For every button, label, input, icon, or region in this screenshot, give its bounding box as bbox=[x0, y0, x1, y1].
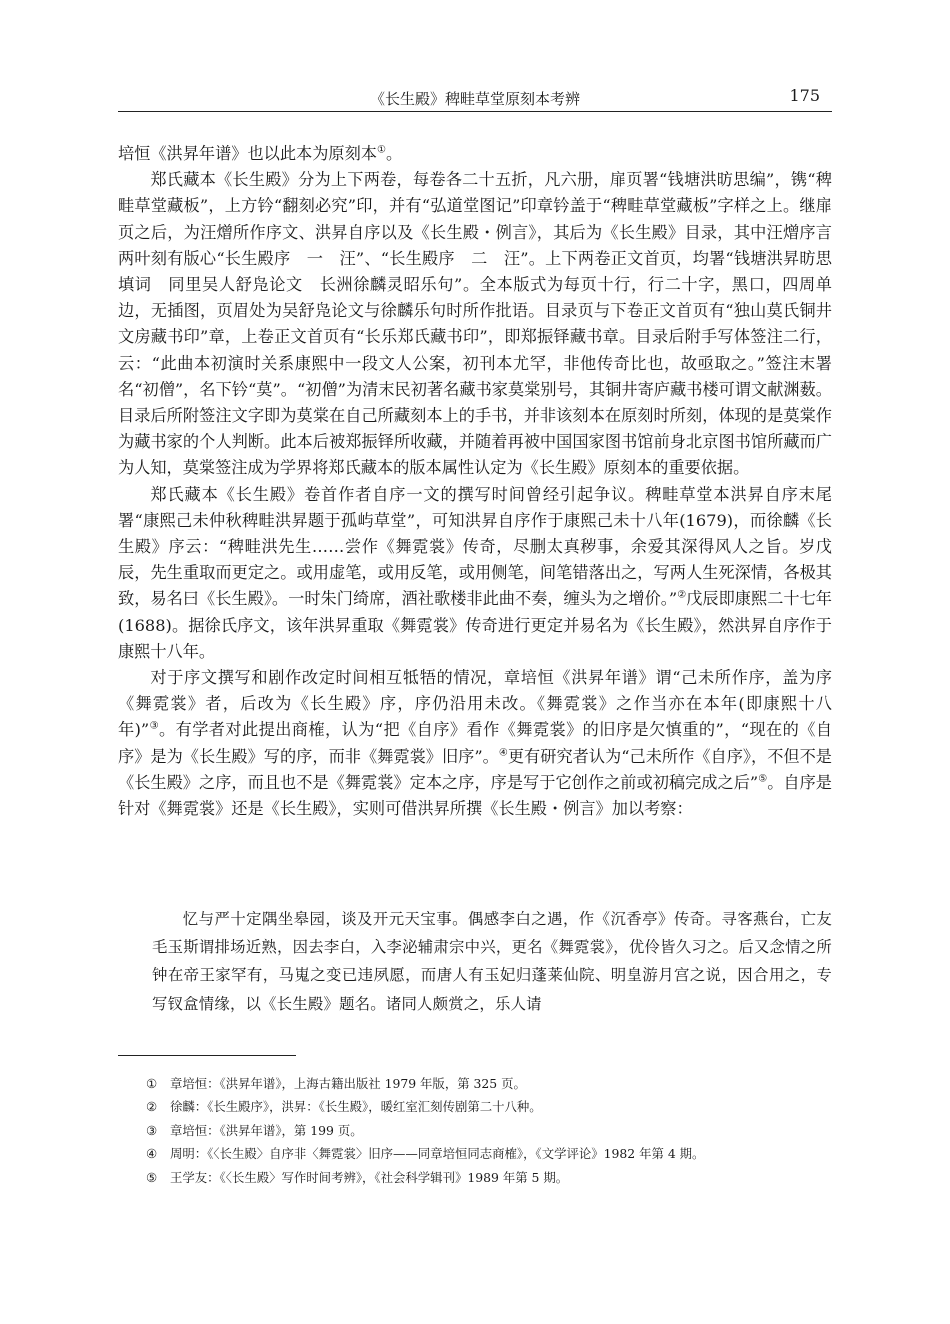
footnote-ref-3[interactable]: ③ bbox=[149, 721, 159, 733]
paragraph-continuation: 培恒《洪昇年谱》也以此本为原刻本①。 bbox=[118, 144, 403, 163]
footnote-marker: ② bbox=[146, 1099, 158, 1115]
footnotes bbox=[118, 1072, 832, 1189]
footnote-text: 王学友：《〈长生殿〉写作时间考辨》，《社会科学辑刊》1989 年第 5 期。 bbox=[170, 1169, 569, 1185]
footnote-ref-4[interactable]: ④ bbox=[498, 747, 508, 759]
footnote-ref-2[interactable]: ② bbox=[677, 590, 687, 602]
footnote bbox=[118, 1072, 832, 1095]
footnote-ref-5[interactable]: ⑤ bbox=[758, 773, 768, 785]
footnote-text: 徐麟：《长生殿序》，洪昇：《长生殿》，暖红室汇刻传剧第二十八种。 bbox=[170, 1099, 542, 1115]
block-quote: 忆与严十定隅坐皋园，谈及开元天宝事。偶感李白之遇，作《沉香亭》传奇。寻客燕台，亡友毛玉斯谓排场近熟，因去李白，入李泌辅肃宗中兴，更名《舞霓裳》，优伶皆久习之。后又念情之所钟在帝王家罕有，马嵬之变已违夙愿，而唐人有玉妃归蓬莱仙院、明皇游月宫之说，因合用之，专写钗盒情缘，以《长生殿》题名。诸同人颇赏之，乐人请 bbox=[152, 910, 832, 1013]
footnote bbox=[118, 1166, 832, 1189]
running-title: 《长生殿》稗畦草堂原刻本考辨 bbox=[370, 90, 581, 108]
footnote-text: 周明：《〈长生殿〉自序非〈舞霓裳〉旧序——同章培恒同志商榷》，《文学评论》1982 年第 4 期。 bbox=[170, 1146, 705, 1162]
footnote-ref-1[interactable]: ① bbox=[377, 144, 386, 156]
footnote-marker: ③ bbox=[146, 1122, 158, 1138]
footnote-rule bbox=[118, 1055, 296, 1056]
running-header bbox=[118, 84, 832, 112]
page-number: 175 bbox=[789, 86, 820, 105]
paragraph: 郑氏藏本《长生殿》分为上下两卷，每卷各二十五折，凡六册，扉页署“钱塘洪昉思编”，镌“稗畦草堂藏板”，上方钤“翻刻必究”印，并有“弘道堂图记”印章钤盖于“稗畦草堂藏板”字样之上。继扉页之后，为汪熷所作序文、洪昇自序以及《长生殿・例言》，其后为《长生殿》目录，其中汪熷序言两叶刻有版心“长生殿序 一 汪”、“长生殿序 二 汪”。上下两卷正文首页，均署“钱塘洪昇昉思填词 同里吴人舒凫论文 长洲徐麟灵昭乐句”。全本版式为每页十行，行二十字，黑口，四周单边，无插图，页眉处为吴舒凫论文与徐麟乐句时所作批语。目录页与下卷正文首页有“独山莫氏铜井文房藏书印”章，上卷正文首页有“长乐郑氏藏书印”，即郑振铎藏书章。目录后附手写体签注二行，云：“此曲本初演时关系康熙中一段文人公案，初刊本尤罕，非他传奇比也，故亟取之。”签注末署名“初僧”，名下钤“莫”。“初僧”为清末民初著名藏书家莫棠别号，其铜井寄庐藏书楼可谓文献渊薮。目录后所附签注文字即为莫棠在自己所藏刻本上的手书，并非该刻本在原刻时所刻，体现的是莫棠作为藏书家的个人判断。此本后被郑振铎所收藏，并随着再被中国国家图书馆前身北京图书馆所藏而广为人知，莫棠签注成为学界将郑氏藏本的版本属性认定为《长生殿》原刻本的重要依据。 bbox=[118, 170, 832, 478]
footnote-text: 章培恒：《洪昇年谱》，上海古籍出版社 1979 年版，第 325 页。 bbox=[170, 1076, 526, 1091]
footnote bbox=[118, 1119, 832, 1142]
paragraph: 郑氏藏本《长生殿》卷首作者自序一文的撰写时间曾经引起争议。稗畦草堂本洪昇自序末尾署“康熙己未仲秋稗畦洪昇题于孤屿草堂”，可知洪昇自序作于康熙己未十八年(1679)，而徐麟《长生殿》序云：“稗畦洪先生……尝作《舞霓裳》传奇，尽删太真秽事，余爱其深得风人之旨。岁戊辰，先生重取而更定之。或用虚笔，或用反笔，或用侧笔，间笔错落出之，写两人生死深情，各极其致，易名曰《长生殿》。一时朱门绮席，酒社歌楼非此曲不奏，缠头为之增价。”②戊辰即康熙二十七年(1688)。据徐氏序文，该年洪昇重取《舞霓裳》传奇进行更定并易名为《长生殿》，然洪昇自序作于康熙十八年。 bbox=[118, 484, 832, 661]
footnote-marker: ① bbox=[146, 1076, 158, 1091]
footnote-marker: ⑤ bbox=[146, 1169, 158, 1185]
footnote-text: 章培恒：《洪昇年谱》，第 199 页。 bbox=[170, 1122, 363, 1138]
footnote-marker: ④ bbox=[146, 1146, 158, 1162]
body-text bbox=[118, 141, 832, 822]
footnote bbox=[118, 1095, 832, 1118]
paragraph: 对于序文撰写和剧作改定时间相互牴牾的情况，章培恒《洪昇年谱》谓“己未所作序，盖为序《舞霓裳》者，后改为《长生殿》序，序仍沿用未改。《舞霓裳》之作当亦在本年(即康熙十八年)”③。有学者对此提出商榷，认为“把《自序》看作《舞霓裳》的旧序是欠慎重的”，“现在的《自序》是为《长生殿》写的序，而非《舞霓裳》旧序”。④更有研究者认为“己未所作《自序》，不但不是《长生殿》之序，而且也不是《舞霓裳》定本之序，序是写于它创作之前或初稿完成之后”⑤。自序是针对《舞霓裳》还是《长生殿》，实则可借洪昇所撰《长生殿・例言》加以考察： bbox=[118, 668, 833, 819]
footnote bbox=[118, 1142, 832, 1165]
header-rule bbox=[118, 111, 832, 112]
